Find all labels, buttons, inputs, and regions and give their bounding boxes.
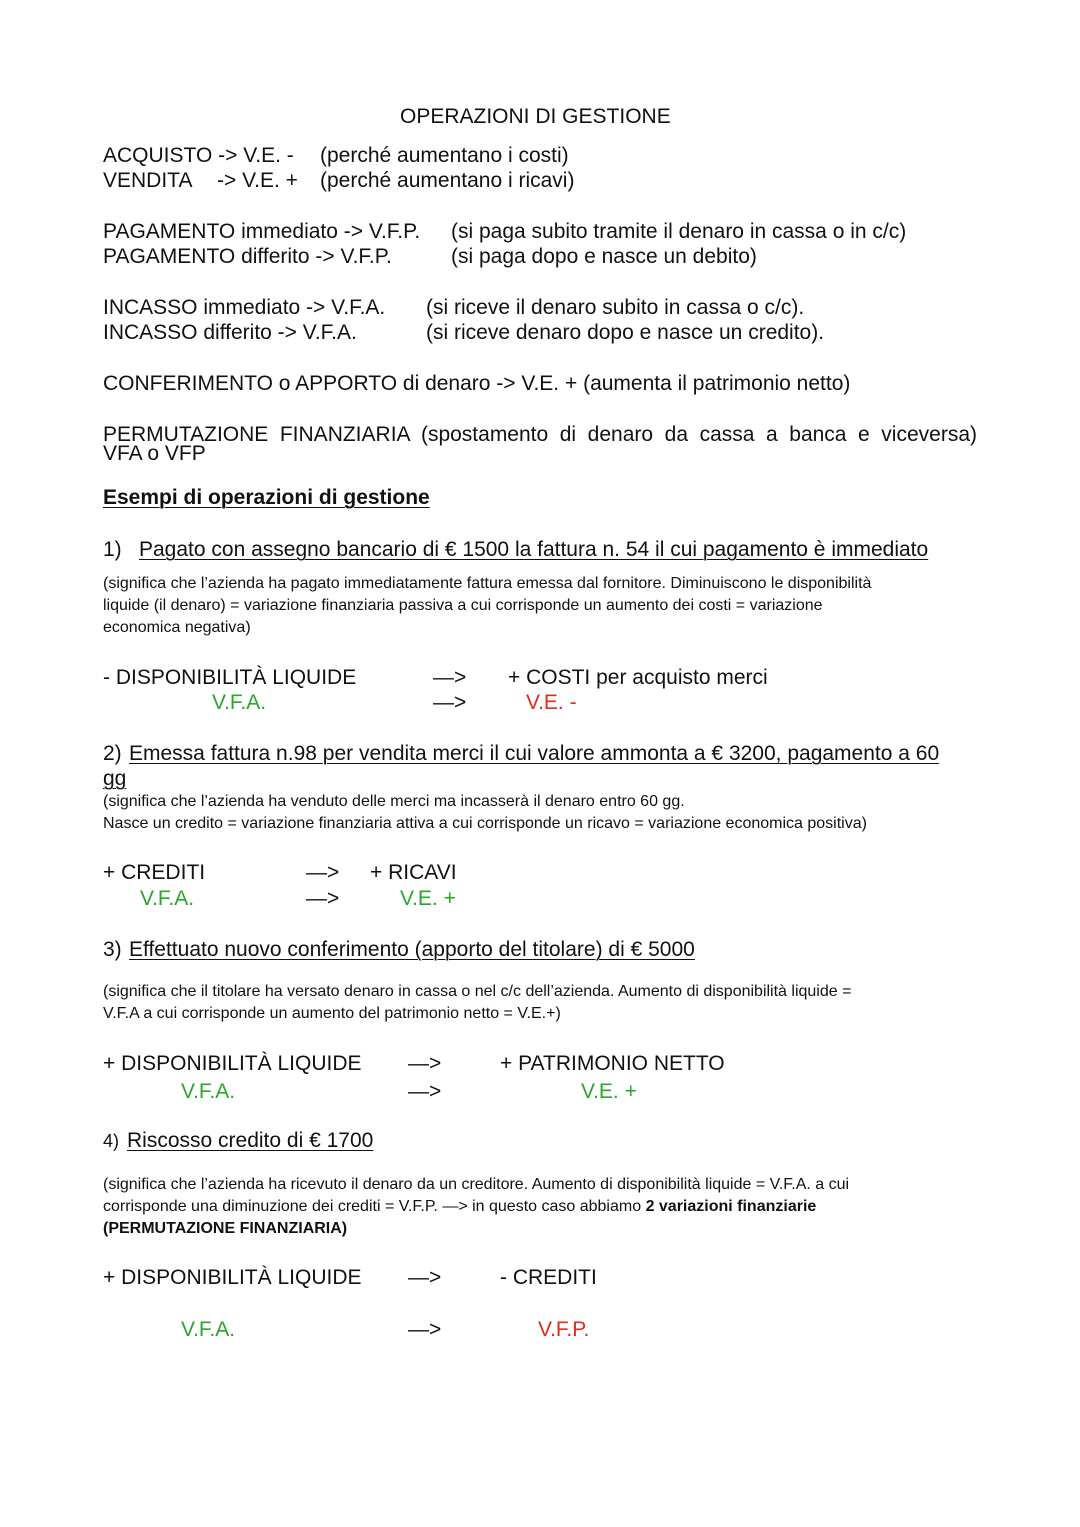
- def-vendita-arrow: -> V.E. +: [217, 169, 298, 192]
- example-3-explanation-line: (significa che il titolare ha versato denaro in cassa o nel c/c dell’azienda. Aumento di disponibilità liquide =: [103, 983, 852, 1000]
- def-vendita-term: VENDITA: [103, 169, 193, 192]
- def-permutazione-line2: VFA o VFP: [103, 442, 206, 465]
- example-1-right: + COSTI per acquisto merci: [508, 666, 768, 689]
- example-1-number: 1): [103, 538, 122, 561]
- example-2-right-variation: V.E. +: [400, 887, 456, 910]
- example-1-left-variation: V.F.A.: [212, 691, 267, 714]
- example-4-explanation-line2-bold: 2 variazioni finanziarie: [645, 1198, 817, 1215]
- example-2-arrow: —>: [306, 861, 340, 884]
- example-4-title: Riscosso credito di € 1700: [127, 1129, 374, 1152]
- example-2-left-variation: V.F.A.: [140, 887, 195, 910]
- example-1-explanation-line: liquide (il denaro) = variazione finanziaria passiva a cui corrisponde un aumento dei costi = variazione: [103, 597, 823, 614]
- example-3-arrow-2: —>: [408, 1080, 442, 1103]
- def-acquisto-term: ACQUISTO -> V.E. -: [103, 144, 294, 167]
- example-1-right-variation: V.E. -: [526, 691, 577, 714]
- def-vendita-note: (perché aumentano i ricavi): [320, 169, 575, 192]
- example-3-right-variation: V.E. +: [581, 1080, 637, 1103]
- example-1-left: - DISPONIBILITÀ LIQUIDE: [103, 666, 357, 689]
- example-4-left-variation: V.F.A.: [181, 1318, 236, 1341]
- def-incasso-differito-note: (si riceve denaro dopo e nasce un credito).: [426, 321, 825, 344]
- def-pagamento-immediato-term: PAGAMENTO immediato -> V.F.P.: [103, 220, 421, 243]
- example-4-explanation-line3: (PERMUTAZIONE FINANZIARIA): [103, 1220, 348, 1237]
- example-3-number: 3): [103, 938, 122, 961]
- example-4-arrow: —>: [408, 1266, 442, 1289]
- example-4-explanation-line2-a: corrisponde una diminuzione dei crediti = V.F.P. —> in questo caso abbiamo: [103, 1198, 646, 1215]
- example-4-right: - CREDITI: [500, 1266, 597, 1289]
- example-3-left-variation: V.F.A.: [181, 1080, 236, 1103]
- example-2-number: 2): [103, 742, 122, 765]
- example-4-number: 4): [103, 1131, 120, 1151]
- def-incasso-immediato-term: INCASSO immediato -> V.F.A.: [103, 296, 386, 319]
- example-4-explanation-line1: (significa che l’azienda ha ricevuto il denaro da un creditore. Aumento di disponibilità liquide = V.F.A. a cui: [103, 1176, 850, 1193]
- example-3-right: + PATRIMONIO NETTO: [500, 1052, 725, 1075]
- def-acquisto-note: (perché aumentano i costi): [320, 144, 569, 167]
- example-4-left: + DISPONIBILITÀ LIQUIDE: [103, 1266, 362, 1289]
- example-1-explanation-line: (significa che l’azienda ha pagato immediatamente fattura emessa dal fornitore. Diminuiscono le disponibilità: [103, 575, 872, 592]
- example-2-right: + RICAVI: [370, 861, 457, 884]
- example-4-explanation-line2: [103, 1199, 816, 1215]
- def-conferimento: CONFERIMENTO o APPORTO di denaro -> V.E. + (aumenta il patrimonio netto): [103, 372, 851, 395]
- example-4-arrow-2: —>: [408, 1318, 442, 1341]
- example-4-right-variation: V.F.P.: [538, 1318, 590, 1341]
- example-2-explanation-line: (significa che l’azienda ha venduto delle merci ma incasserà il denaro entro 60 gg.: [103, 793, 685, 810]
- def-incasso-differito-term: INCASSO differito -> V.F.A.: [103, 321, 357, 344]
- def-pagamento-differito-note: (si paga dopo e nasce un debito): [451, 245, 757, 268]
- def-pagamento-differito-term: PAGAMENTO differito -> V.F.P.: [103, 245, 392, 268]
- example-3-explanation-line: V.F.A a cui corrisponde un aumento del patrimonio netto = V.E.+): [103, 1005, 561, 1022]
- example-1-arrow: —>: [433, 666, 467, 689]
- example-2-title-line2: gg: [103, 767, 127, 790]
- example-2-title-line1: Emessa fattura n.98 per vendita merci il cui valore ammonta a € 3200, pagamento a 60: [129, 742, 940, 765]
- example-3-title: Effettuato nuovo conferimento (apporto del titolare) di € 5000: [129, 938, 695, 961]
- examples-heading: Esempi di operazioni di gestione: [103, 486, 430, 509]
- example-2-explanation-line: Nasce un credito = variazione finanziaria attiva a cui corrisponde un ricavo = variazione economica positiva): [103, 815, 867, 832]
- def-incasso-immediato-note: (si riceve il denaro subito in cassa o c/c).: [426, 296, 805, 319]
- def-permutazione-line1: PERMUTAZIONE FINANZIARIA (spostamento di denaro da cassa a banca e viceversa): [103, 423, 977, 446]
- page-title: OPERAZIONI DI GESTIONE: [400, 105, 671, 128]
- example-1-title: Pagato con assegno bancario di € 1500 la fattura n. 54 il cui pagamento è immediato: [139, 538, 929, 561]
- def-pagamento-immediato-note: (si paga subito tramite il denaro in cassa o in c/c): [451, 220, 907, 243]
- example-3-arrow: —>: [408, 1052, 442, 1075]
- example-3-left: + DISPONIBILITÀ LIQUIDE: [103, 1052, 362, 1075]
- example-2-left: + CREDITI: [103, 861, 206, 884]
- example-2-arrow-2: —>: [306, 887, 340, 910]
- example-1-explanation-line: economica negativa): [103, 619, 251, 636]
- example-1-arrow-2: —>: [433, 691, 467, 714]
